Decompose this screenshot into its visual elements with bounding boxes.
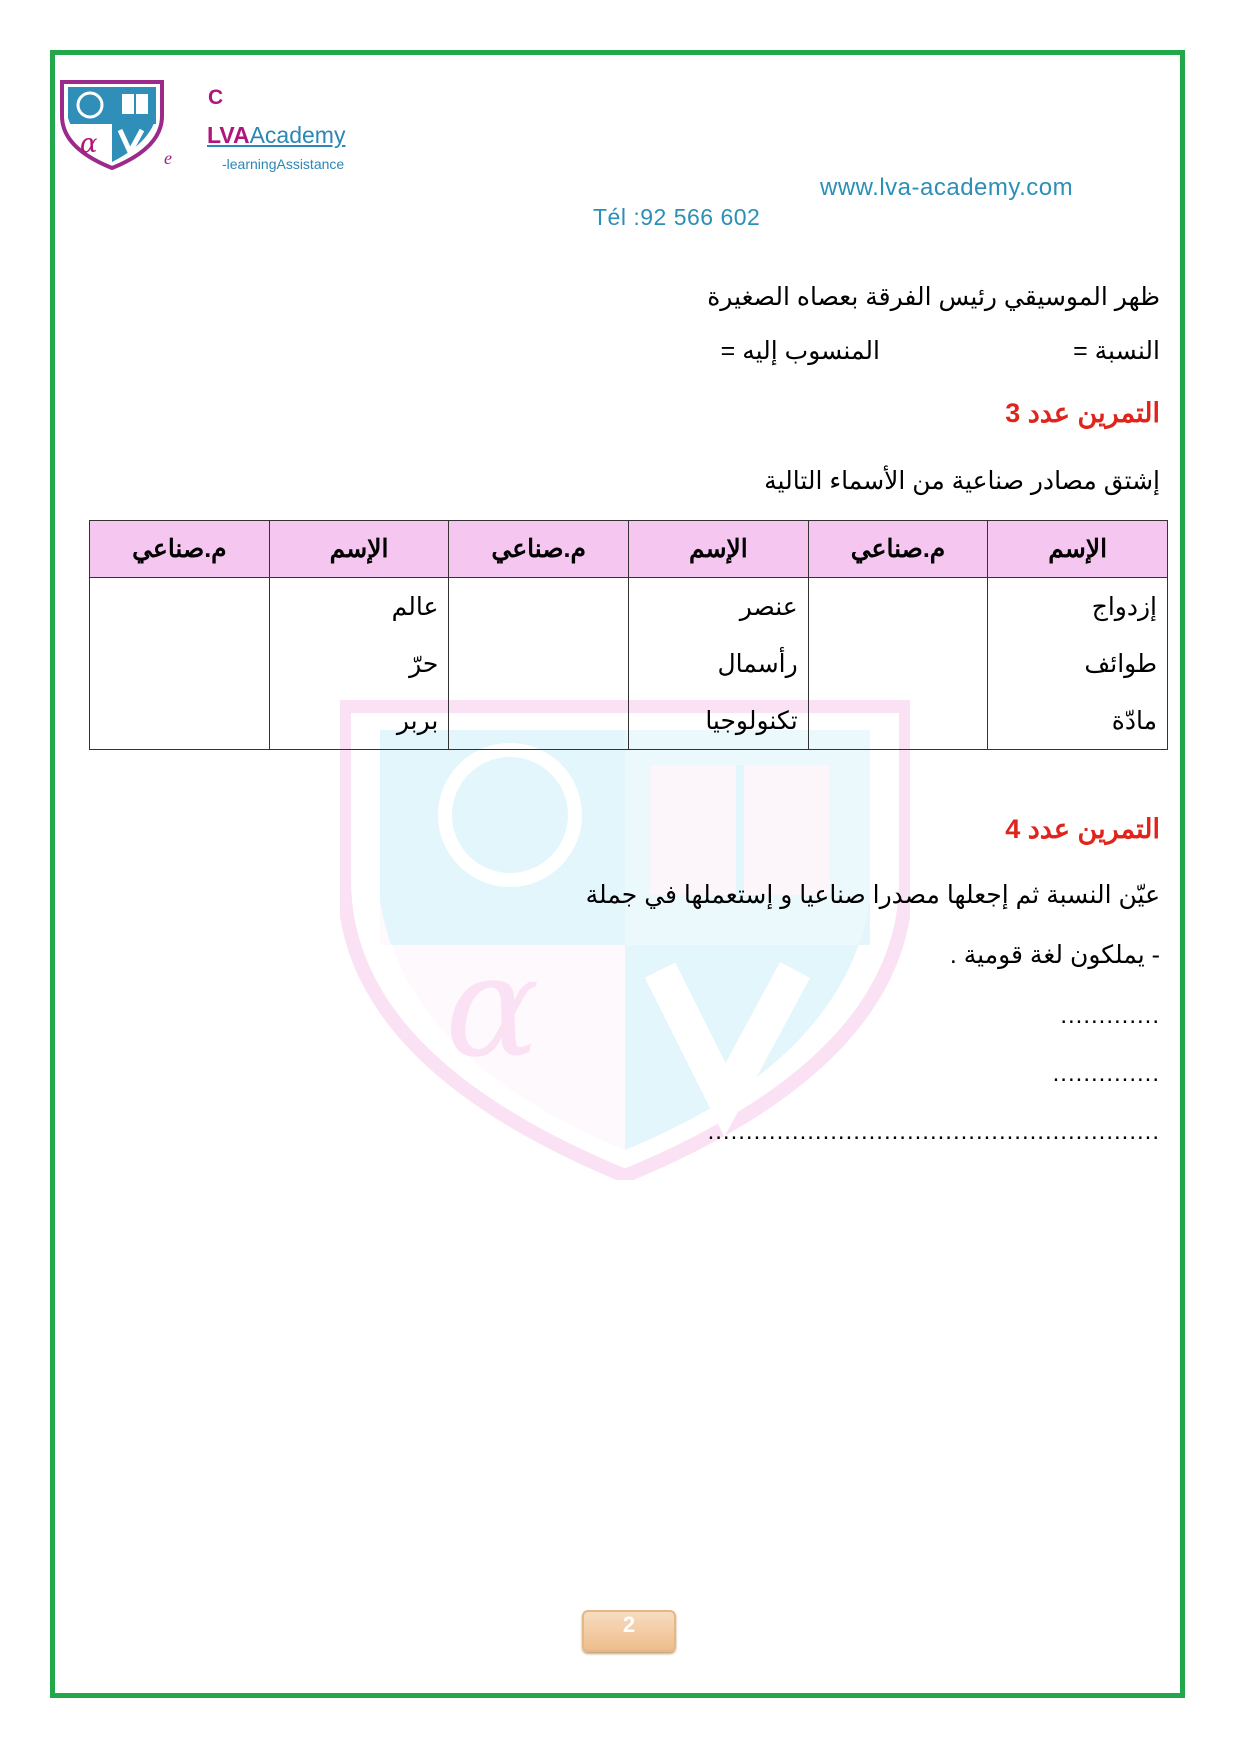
brand-lva: LVA (207, 122, 250, 148)
exercise4-title: التمرين عدد 4 (1005, 814, 1160, 844)
answer-cell[interactable] (808, 692, 988, 750)
table-row (90, 635, 1168, 692)
answer-cell[interactable] (808, 635, 988, 692)
column-header: م.صناعي (808, 521, 988, 578)
intro-sentence: ظهر الموسيقي رئيس الفرقة بعصاه الصغيرة (707, 283, 1160, 311)
noun-cell: عالم (269, 578, 449, 636)
brand-letter: C (208, 86, 224, 109)
answer-cell[interactable] (90, 578, 270, 636)
answer-blank-1[interactable]: ............. (1060, 1002, 1160, 1029)
noun-cell: تكنولوجيا (629, 692, 809, 750)
logo-watermark (340, 700, 910, 1180)
column-header: م.صناعي (449, 521, 629, 578)
answer-cell[interactable] (449, 578, 629, 636)
attributed-label: المنسوب إليه = (720, 337, 880, 365)
answer-cell[interactable] (449, 635, 629, 692)
column-header: الإسم (988, 521, 1168, 578)
answer-cell[interactable] (90, 692, 270, 750)
answer-cell[interactable] (808, 578, 988, 636)
website-link[interactable]: www.lva-academy.com (820, 174, 1074, 201)
noun-cell: إزدواج (988, 578, 1168, 636)
exercise4-item: - يملكون لغة قومية . (949, 941, 1160, 969)
answer-blank-3[interactable]: ........................................................... (707, 1118, 1160, 1145)
answer-cell[interactable] (449, 692, 629, 750)
column-header: الإسم (629, 521, 809, 578)
lva-logo (58, 78, 166, 170)
exercise3-title: التمرين عدد 3 (1005, 398, 1160, 428)
ratio-label: النسبة = (1073, 337, 1160, 365)
brand-tagline: -learningAssistance (222, 156, 345, 172)
brand-e: e (164, 148, 172, 168)
column-header: الإسم (269, 521, 449, 578)
svg-text:α: α (80, 129, 98, 159)
derivation-table (89, 520, 1168, 750)
noun-cell: عنصر (629, 578, 809, 636)
table-row (90, 692, 1168, 750)
noun-cell: حرّ (269, 635, 449, 692)
exercise4-instruction: عيّن النسبة ثم إجعلها مصدرا صناعيا و إستعملها في جملة (585, 881, 1160, 909)
exercise3-instruction: إشتق مصادر صناعية من الأسماء التالية (764, 467, 1160, 495)
ratio-row (640, 336, 1160, 370)
noun-cell: بربر (269, 692, 449, 750)
page-number: 2 (582, 1610, 676, 1652)
phone-number: Tél :92 566 602 (593, 204, 761, 230)
brand-academy: Academy (249, 122, 346, 148)
noun-cell: طوائف (988, 635, 1168, 692)
table-header-row (90, 521, 1168, 578)
noun-cell: رأسمال (629, 635, 809, 692)
answer-blank-2[interactable]: .............. (1052, 1060, 1160, 1087)
brand-name[interactable] (207, 122, 345, 149)
noun-cell: مادّة (988, 692, 1168, 750)
answer-cell[interactable] (90, 635, 270, 692)
table-row (90, 578, 1168, 636)
column-header: م.صناعي (90, 521, 270, 578)
svg-text:α: α (445, 926, 540, 1089)
